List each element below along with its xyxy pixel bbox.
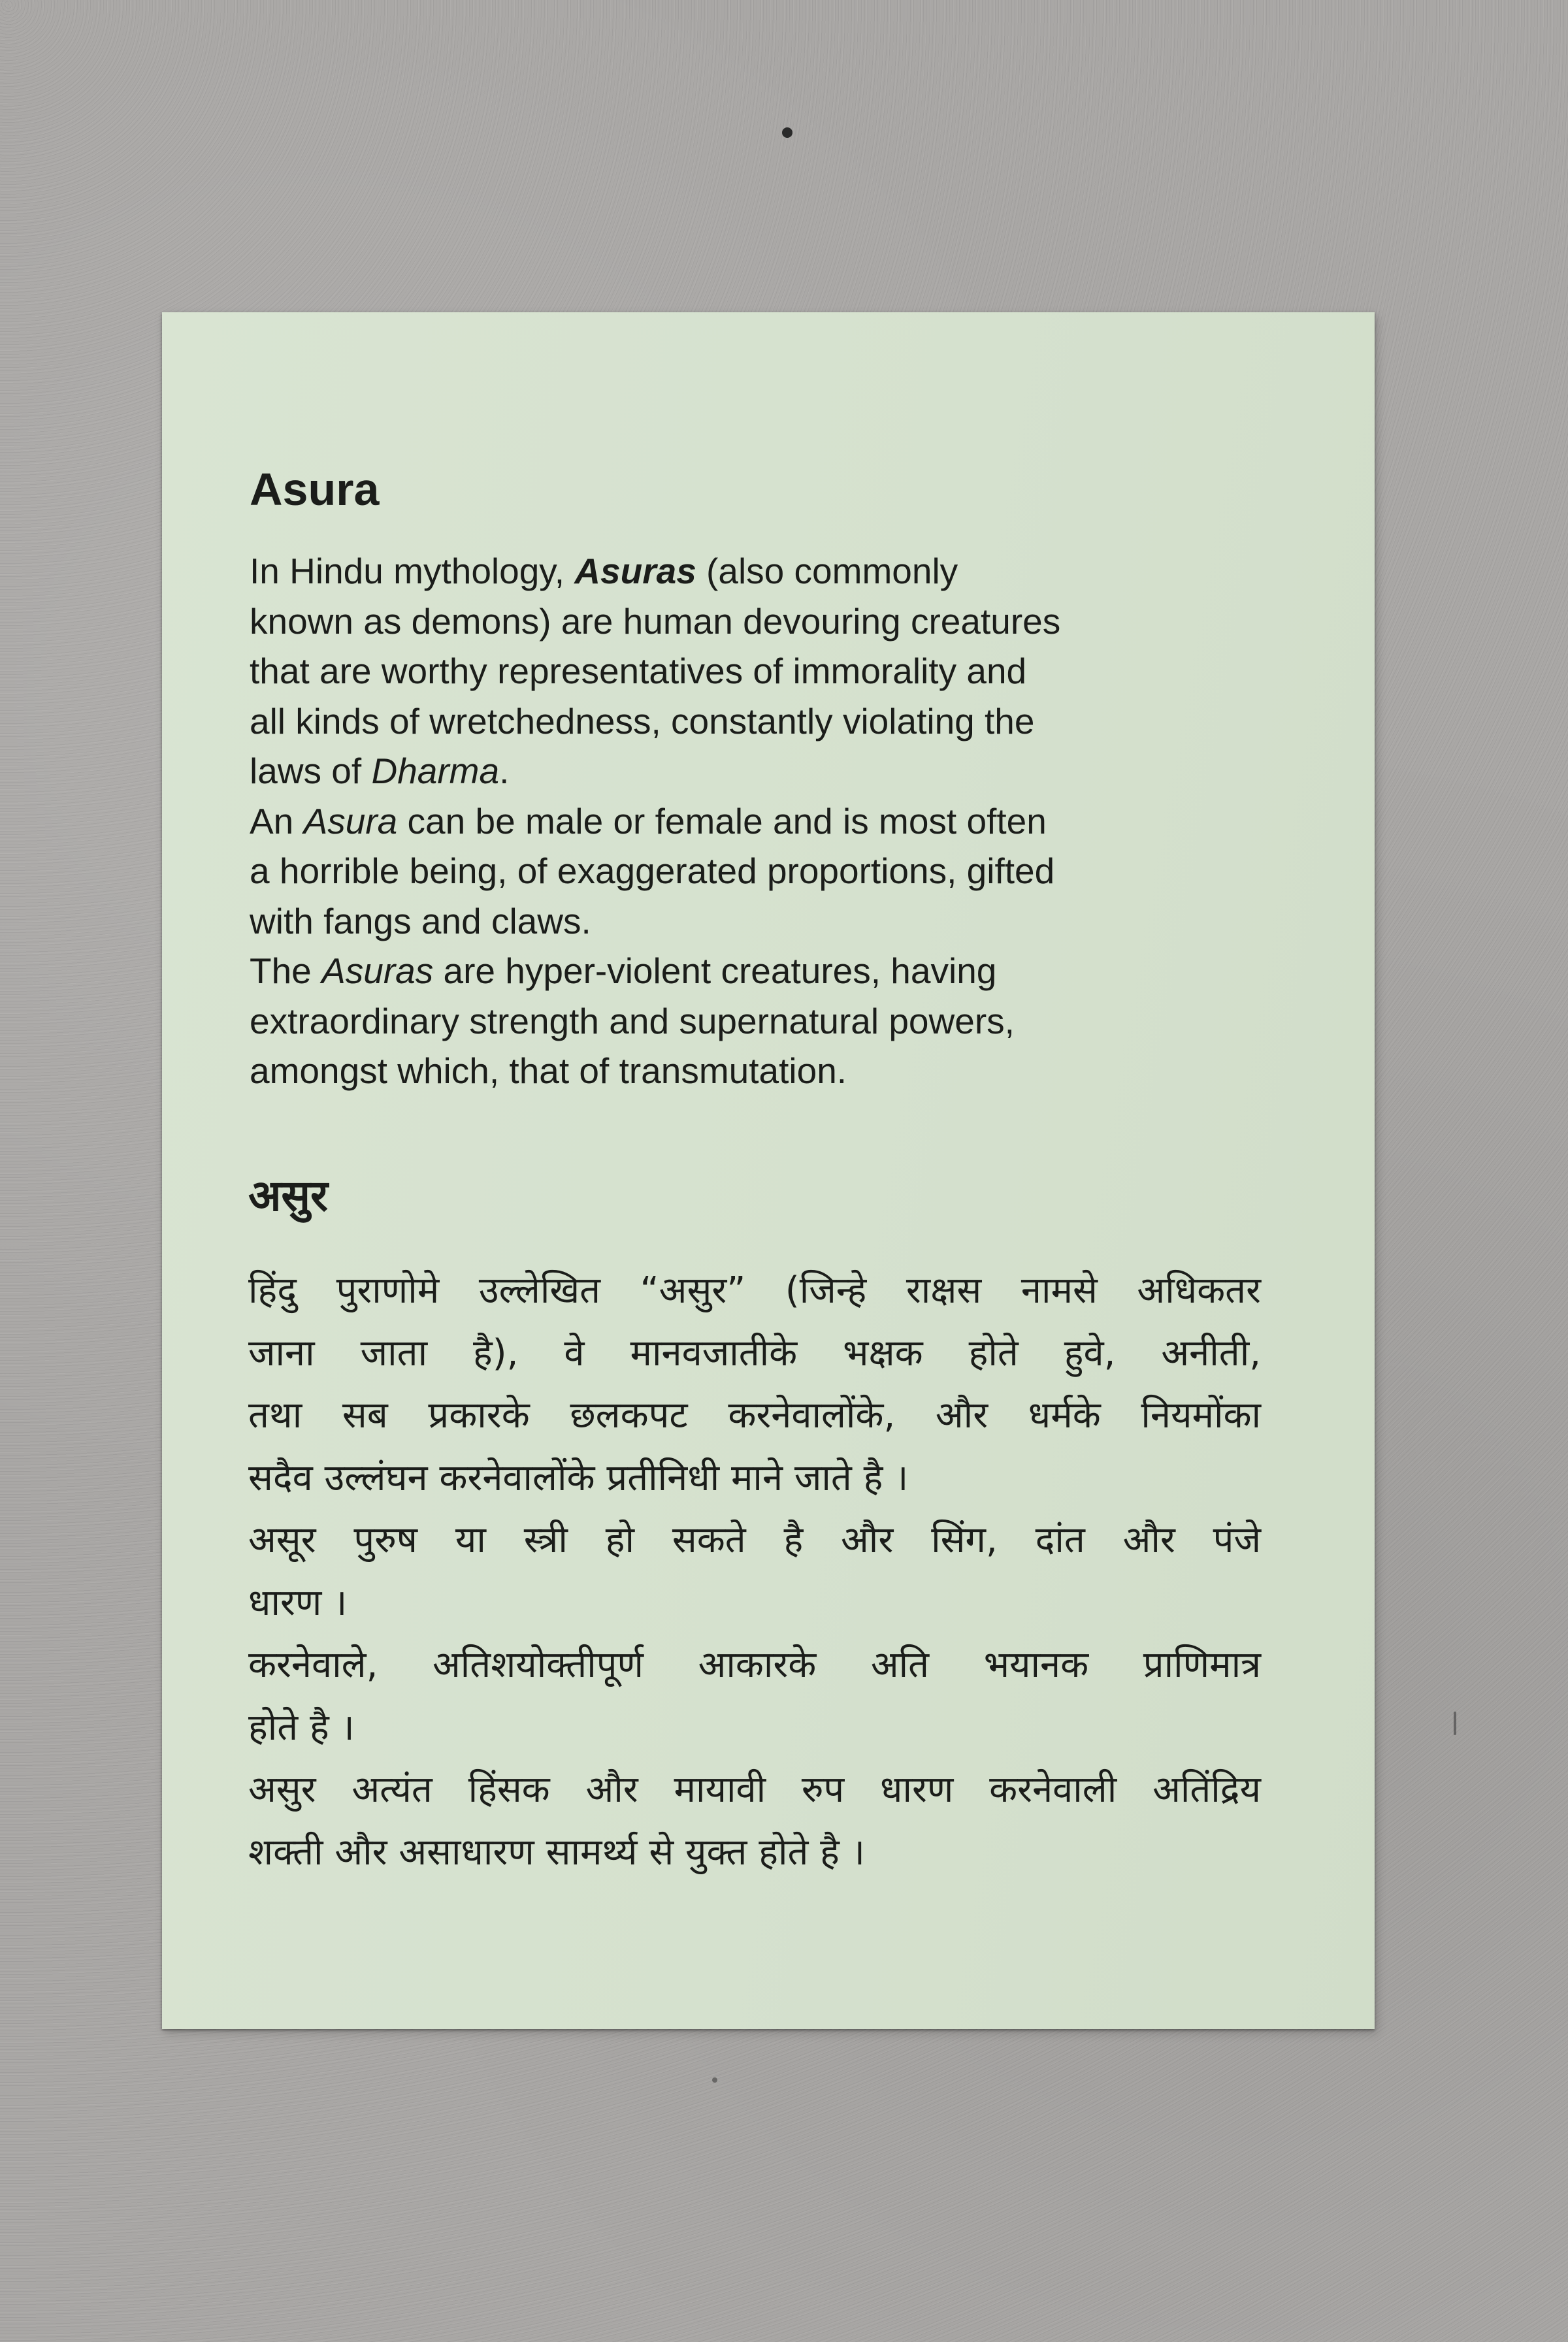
english-line: a horrible being, of exaggerated proportions, gifted <box>250 851 1055 891</box>
information-placard <box>162 312 1375 2029</box>
emphasis-asuras: Asuras <box>321 951 434 991</box>
english-line: An Asura can be male or female and is most often <box>250 800 1047 841</box>
english-title: Asura <box>250 464 380 515</box>
hindi-line: असूर पुरुष या स्त्री हो सकते है और सिंग, दांत और पंजे <box>248 1519 1261 1561</box>
hindi-line: तथा सब प्रकारके छलकपट करनेवालोंके, और धर्मके नियमोंका <box>248 1394 1261 1437</box>
english-line: The Asuras are hyper-violent creatures, having <box>250 951 997 991</box>
hindi-line: सदैव उल्लंघन करनेवालोंके प्रतीनिधी माने जाते है । <box>248 1456 909 1499</box>
hindi-line: करनेवाले, अतिशयोक्तीपूर्ण आकारके अति भयानक प्राणिमात्र <box>248 1644 1261 1686</box>
english-line: In Hindu mythology, Asuras (also commonly <box>250 551 958 591</box>
hindi-line: असुर अत्यंत हिंसक और मायावी रुप धारण करनेवाली अतिंद्रिय <box>248 1768 1261 1811</box>
english-line: amongst which, that of transmutation. <box>250 1050 847 1091</box>
english-line: known as demons) are human devouring creatures <box>250 600 1061 642</box>
english-line: all kinds of wretchedness, constantly violating the <box>250 700 1035 741</box>
english-line: extraordinary strength and supernatural powers, <box>250 1000 1015 1041</box>
english-line: that are worthy representatives of immorality and <box>250 651 1027 691</box>
hindi-line: शक्ती और असाधारण सामर्थ्य से युक्त होते है । <box>248 1830 865 1874</box>
hindi-line: हिंदु पुराणोमे उल्लेखित “असुर” (जिन्हे राक्षस नामसे अधिकतर <box>248 1269 1261 1312</box>
hindi-line: जाना जाता है), वे मानवजातीके भक्षक होते हुवे, अनीती, <box>248 1331 1261 1374</box>
dust-speck <box>712 2077 717 2083</box>
dust-speck <box>1454 1712 1456 1735</box>
english-line: with fangs and claws. <box>250 900 591 941</box>
english-line: laws of Dharma. <box>250 751 510 791</box>
emphasis-asura: Asura <box>303 800 398 841</box>
hindi-description <box>248 1260 1261 1883</box>
emphasis-asuras: Asuras <box>574 551 696 591</box>
hindi-line: धारण । <box>248 1581 348 1624</box>
dust-speck <box>782 127 792 138</box>
emphasis-dharma: Dharma <box>371 751 500 791</box>
hindi-line: होते है । <box>248 1706 355 1749</box>
english-description <box>250 546 1269 1096</box>
hindi-title: असुर <box>248 1171 329 1221</box>
